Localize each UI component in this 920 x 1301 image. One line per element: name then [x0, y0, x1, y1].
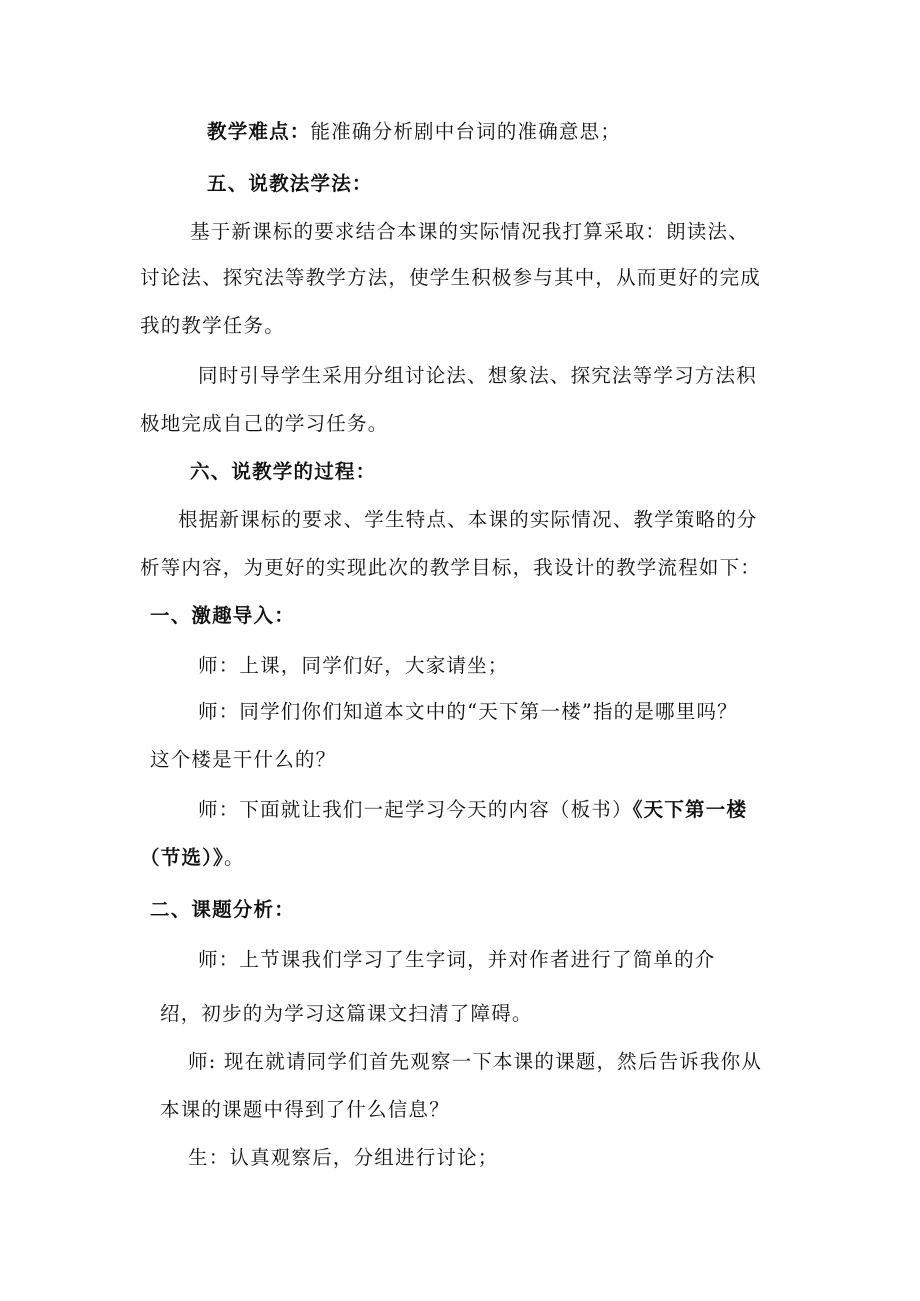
dialogue-line: 生：认真观察后，分组进行讨论；	[188, 1146, 499, 1169]
dialogue-line: 绍，初步的为学习这篇课文扫清了障碍。	[160, 1002, 533, 1025]
lesson-title-continued: （节选）》	[140, 846, 225, 869]
dialogue-line: 这个楼是干什么的？	[150, 748, 337, 771]
paragraph-line: 根据新课标的要求、学生特点、本课的实际情况、教学策略的分	[178, 508, 758, 531]
section6-heading: 六、说教学的过程：	[190, 460, 377, 483]
dialogue-line	[140, 844, 245, 872]
dialogue-line: 师：同学们你们知道本文中的“天下第一楼”指的是哪里吗？	[198, 700, 738, 723]
dialogue-line: 师：上节课我们学习了生字词，并对作者进行了简单的介	[198, 948, 716, 971]
dialogue-line: 本课的课题中得到了什么信息？	[160, 1098, 450, 1121]
dialogue-line	[198, 796, 747, 824]
dialogue-tail: 。	[224, 846, 245, 869]
difficulty-line	[207, 118, 621, 146]
paragraph-line: 析等内容，为更好的实现此次的教学目标，我设计的教学流程如下：	[140, 556, 762, 579]
section5-heading: 五、说教法学法：	[207, 172, 373, 195]
dialogue-line: 师：上课，同学们好，大家请坐；	[198, 654, 509, 677]
paragraph-line: 讨论法、探究法等教学方法，使学生积极参与其中，从而更好的完成	[140, 266, 762, 289]
paragraph-line: 同时引导学生采用分组讨论法、想象法、探究法等学习方法积	[198, 364, 757, 387]
difficulty-text: 能准确分析剧中台词的准确意思；	[310, 120, 622, 143]
dialogue-text: 师：下面就让我们一起学习今天的内容（板书）	[198, 798, 633, 821]
paragraph-line: 基于新课标的要求结合本课的实际情况我打算采取：朗读法、	[190, 220, 749, 243]
step1-heading: 一、激趣导入：	[150, 604, 295, 627]
lesson-title: 《天下第一楼	[632, 798, 748, 821]
dialogue-line: 师: 现在就请同学们首先观察一下本课的课题，然后告诉我你从	[188, 1050, 763, 1073]
step2-heading: 二、课题分析：	[150, 898, 295, 921]
paragraph-line: 极地完成自己的学习任务。	[140, 412, 389, 435]
paragraph-line: 我的教学任务。	[140, 314, 285, 337]
difficulty-label: 教学难点：	[207, 120, 311, 143]
